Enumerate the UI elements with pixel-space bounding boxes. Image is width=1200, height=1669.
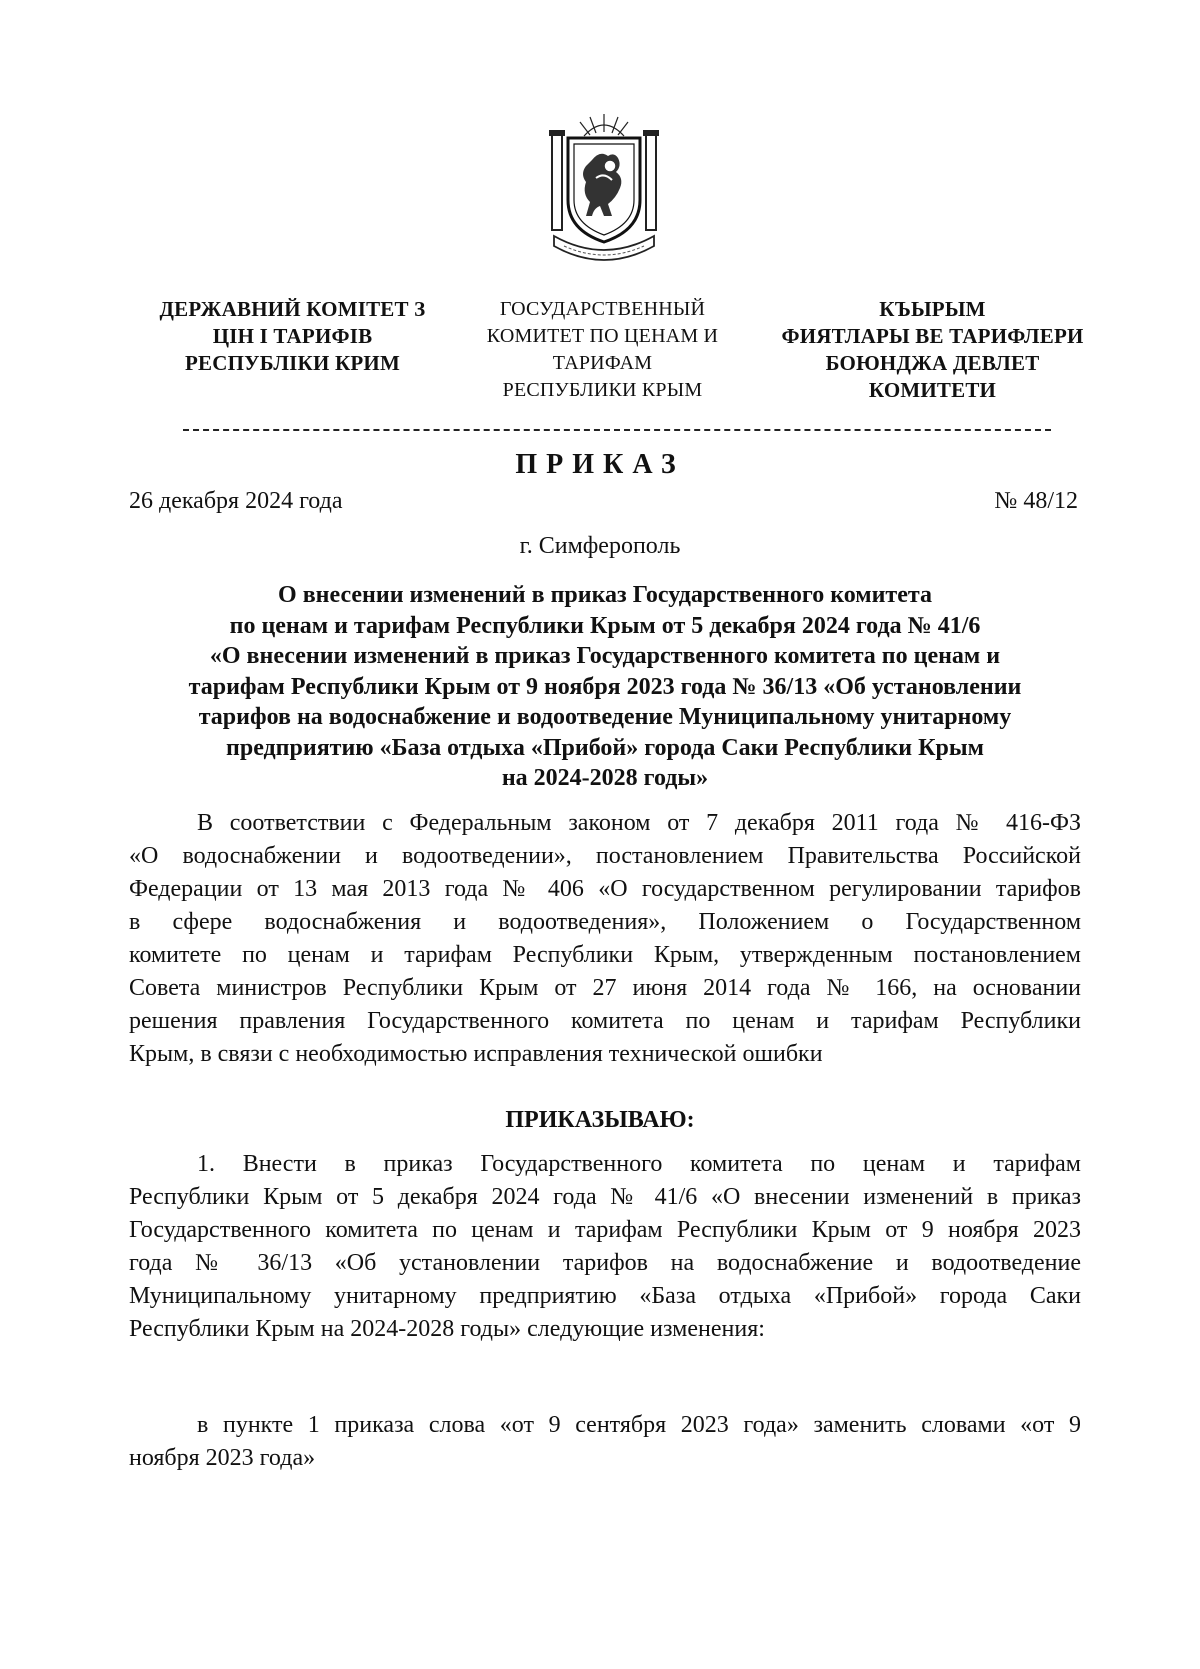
header-divider [183,429,1051,431]
header-line: ЦІН І ТАРИФІВ [212,324,373,348]
paragraph-line: Федерации от 13 мая 2013 года № 406 «О государственном регулировании тарифов [129,876,1081,902]
header-line: БОЮНДЖА ДЕВЛЕТ [825,351,1040,375]
subject-line: на 2024-2028 годы» [501,765,709,791]
header-line: КЪЫРЫМ [879,297,986,321]
document-type-title: ПРИКАЗ [515,449,685,480]
subject-line: предприятию «База отдыха «Прибой» города Саки Республики Крым [226,734,984,761]
header-line: ФИЯТЛАРЫ ВЕ ТАРИФЛЕРИ [781,324,1084,348]
header-line: ТАРИФАМ [552,352,653,374]
paragraph-line: Муниципальному унитарному предприятию «База отдыха «Прибой» города Саки [129,1283,1081,1309]
paragraph-line: года № 36/13 «Об установлении тарифов на водоснабжение и водоотведение [129,1250,1081,1276]
paragraph-line: в пункте 1 приказа слова «от 9 сентября 2023 года» заменить словами «от 9 [197,1412,1081,1438]
header-line: РЕСПУБЛИКИ КРЫМ [502,379,703,401]
paragraph-line: комитете по ценам и тарифам Республики Крым, утвержденным постановлением [129,942,1081,968]
preamble-paragraph [129,807,1081,1071]
paragraph-line: Республики Крым на 2024-2028 годы» следующие изменения: [129,1316,765,1342]
paragraph-line: Крым, в связи с необходимостью исправления технической ошибки [129,1041,823,1067]
header-crimean-tatar [780,296,1085,404]
change-paragraph [129,1409,1081,1475]
document-city: г. Симферополь [519,533,681,559]
document-date: 26 декабря 2024 года [129,488,343,514]
coat-of-arms-emblem [548,108,660,268]
header-ukrainian [150,296,435,377]
paragraph-line: ноября 2023 года» [129,1445,316,1471]
subject-line: тарифам Республики Крым от 9 ноября 2023 года № 36/13 «Об установлении [188,673,1022,700]
subject-line: по ценам и тарифам Республики Крым от 5 декабря 2024 года № 41/6 [229,612,981,639]
paragraph-line: «О водоснабжении и водоотведении», постановлением Правительства Российской [129,843,1081,869]
paragraph-line: В соответствии с Федеральным законом от 7 декабря 2011 года № 416-ФЗ [197,810,1081,836]
document-number: № 48/12 [994,488,1078,514]
order-heading: ПРИКАЗЫВАЮ: [505,1107,695,1133]
paragraph-line: решения правления Государственного комитета по ценам и тарифам Республики [129,1008,1081,1034]
paragraph-line: Совета министров Республики Крым от 27 июня 2014 года № 166, на основании [129,975,1081,1001]
header-line: ДЕРЖАВНИЙ КОМІТЕТ З [159,297,426,321]
header-line: КОМИТЕТИ [868,378,997,402]
paragraph-line: Государственного комитета по ценам и тарифам Республики Крым от 9 ноября 2023 [129,1217,1081,1243]
subject-line: тарифов на водоснабжение и водоотведение Муниципальному унитарному [198,704,1012,730]
subject-line: О внесении изменений в приказ Государственного комитета [278,582,932,608]
document-subject [129,580,1081,794]
header-line: КОМИТЕТ ПО ЦЕНАМ И [486,325,719,347]
paragraph-line: 1. Внести в приказ Государственного комитета по ценам и тарифам [197,1151,1081,1177]
paragraph-line: в сфере водоснабжения и водоотведения», Положением о Государственном [129,909,1081,935]
header-line: ГОСУДАРСТВЕННЫЙ [499,298,706,320]
header-russian [460,296,745,404]
subject-line: «О внесении изменений в приказ Государственного комитета по ценам и [209,643,1001,669]
paragraph-line: Республики Крым от 5 декабря 2024 года № 41/6 «О внесении изменений в приказ [129,1184,1081,1210]
item-1-paragraph [129,1148,1081,1346]
header-line: РЕСПУБЛІКИ КРИМ [185,351,400,375]
